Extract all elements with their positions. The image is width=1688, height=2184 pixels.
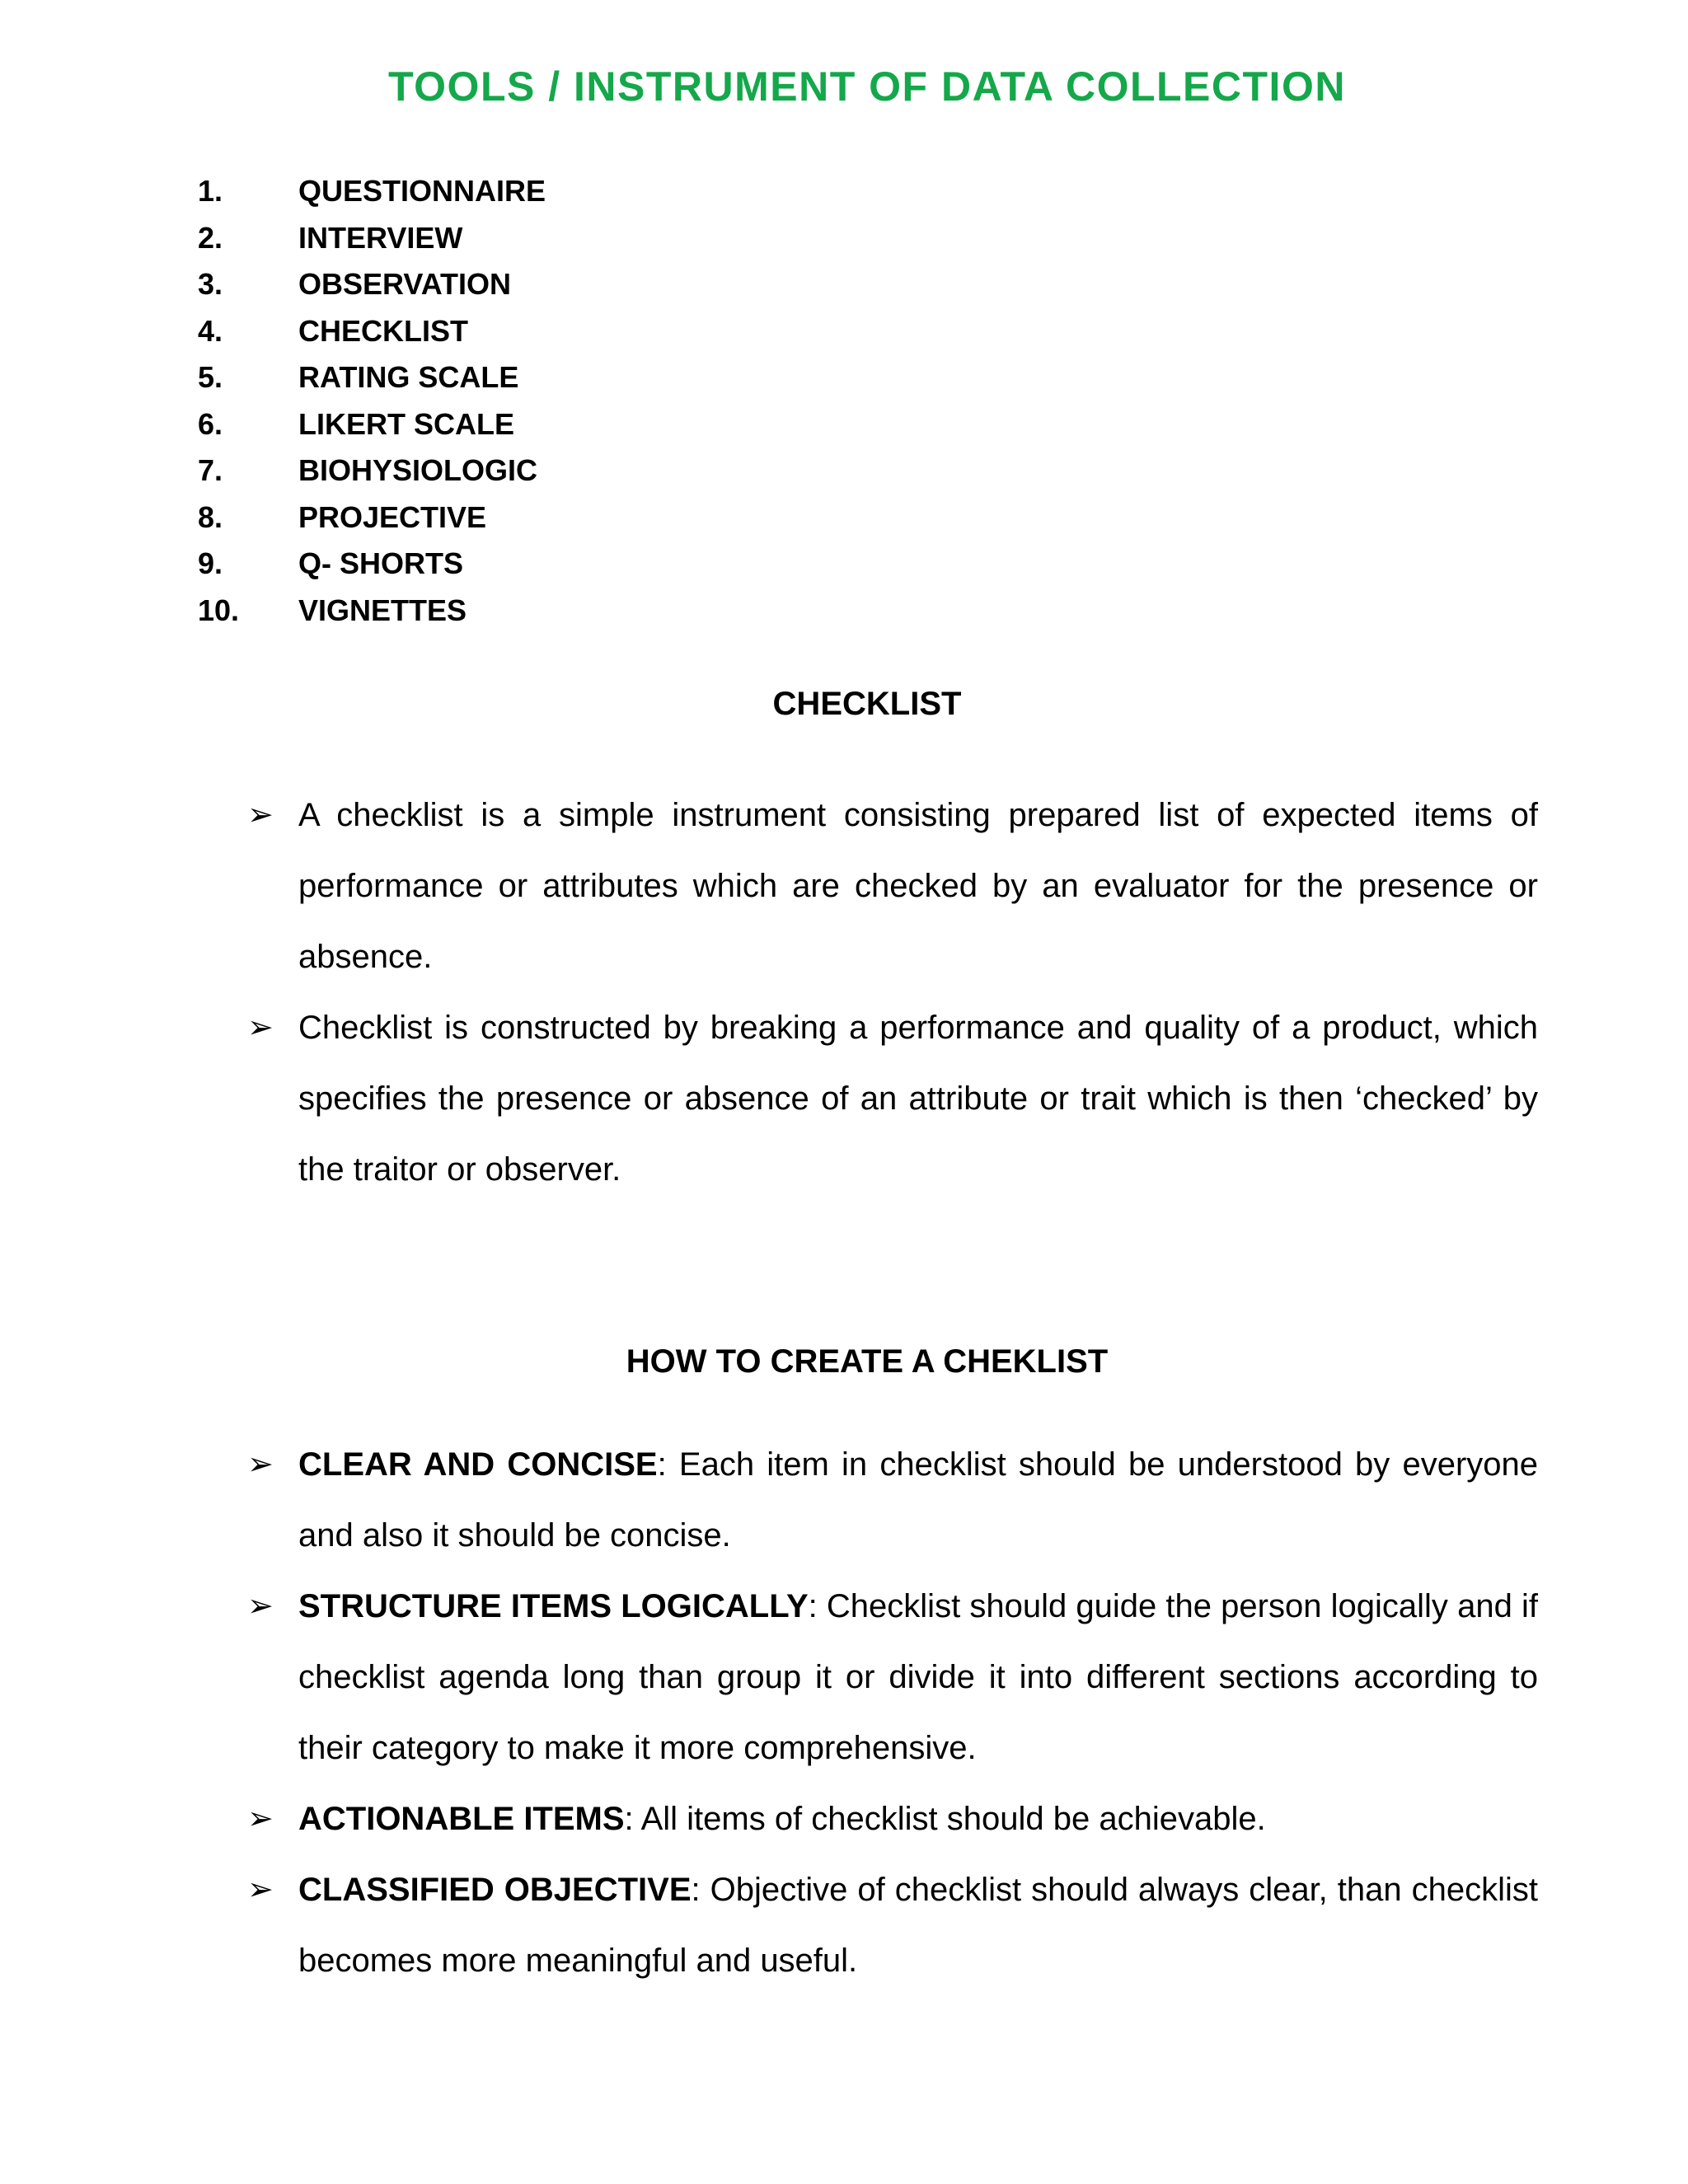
bullet-term: STRUCTURE ITEMS LOGICALLY [298,1588,809,1624]
how-to-heading: HOW TO CREATE A CHEKLIST [626,1343,1109,1380]
list-item-label: QUESTIONNAIRE [298,174,546,208]
bullet-term: CLEAR AND CONCISE [298,1446,658,1483]
bullet-text: A checklist is a simple instrument consisting prepared list of expected items of performance or attributes which are checked by an evaluator for the presence or absence. [298,797,1538,975]
list-item-label: VIGNETTES [298,593,467,627]
list-item [198,168,546,215]
list-item-label: PROJECTIVE [298,499,487,534]
list-item-number: 8. [198,499,223,534]
list-item-number: 2. [198,220,223,255]
bullet-text: : Each item in checklist should be understood by everyone and also it should be concise. [298,1446,1539,1554]
list-item [198,588,546,635]
bullet-term: CLASSIFIED OBJECTIVE [298,1872,692,1908]
bullet-text: : Checklist should guide the person logically and if checklist agenda long than group it or divide it into different sections according to their category to make it more comprehensive. [298,1588,1538,1766]
list-item-label: BIOHYSIOLOGIC [298,453,538,487]
list-item-label: INTERVIEW [298,220,463,255]
list-item-number: 9. [198,546,223,580]
list-item-number: 3. [198,267,223,301]
arrowhead-bullet-icon: ➢ [247,1010,274,1045]
bullet-text: Checklist is constructed by breaking a performance and quality of a product, which specifies the presence or absence of an attribute or trait which is then ‘checked’ by the traitor or observer. [298,1010,1538,1188]
bullet-text: : Objective of checklist should always clear, than checklist becomes more meaningful and useful. [298,1872,1539,1979]
arrowhead-bullet-icon: ➢ [247,1802,274,1836]
arrowhead-bullet-icon: ➢ [247,798,274,832]
checklist-heading: CHECKLIST [772,686,962,722]
bullet-item [247,1571,1538,1783]
list-item [198,308,546,355]
bullet-item [247,1854,1538,1996]
tools-list [198,168,546,634]
list-item-label: LIKERT SCALE [298,406,515,441]
bullet-text: : All items of checklist should be achievable. [624,1801,1266,1837]
list-item-number: 4. [198,313,223,348]
list-item [198,448,546,494]
page-title: TOOLS / INSTRUMENT OF DATA COLLECTION [388,63,1346,110]
bullet-term: ACTIONABLE ITEMS [298,1801,625,1837]
list-item [198,261,546,308]
arrowhead-bullet-icon: ➢ [247,1447,274,1482]
list-item-number: 6. [198,406,223,441]
bullet-item [247,1783,1538,1854]
list-item-number: 10. [198,593,240,627]
list-item [198,401,546,448]
list-item [198,494,546,541]
how-to-bullets [247,1429,1538,1996]
list-item-label: OBSERVATION [298,267,512,301]
list-item [198,215,546,262]
list-item [198,541,546,588]
list-item-number: 5. [198,360,223,394]
bullet-item [247,992,1538,1205]
list-item-number: 1. [198,174,223,208]
checklist-bullets [247,780,1538,1205]
list-item [198,354,546,401]
arrowhead-bullet-icon: ➢ [247,1589,274,1624]
list-item-label: CHECKLIST [298,313,468,348]
list-item-label: RATING SCALE [298,360,519,394]
arrowhead-bullet-icon: ➢ [247,1872,274,1907]
list-item-number: 7. [198,453,223,487]
list-item-label: Q- SHORTS [298,546,464,580]
bullet-item [247,780,1538,992]
bullet-item [247,1429,1538,1571]
